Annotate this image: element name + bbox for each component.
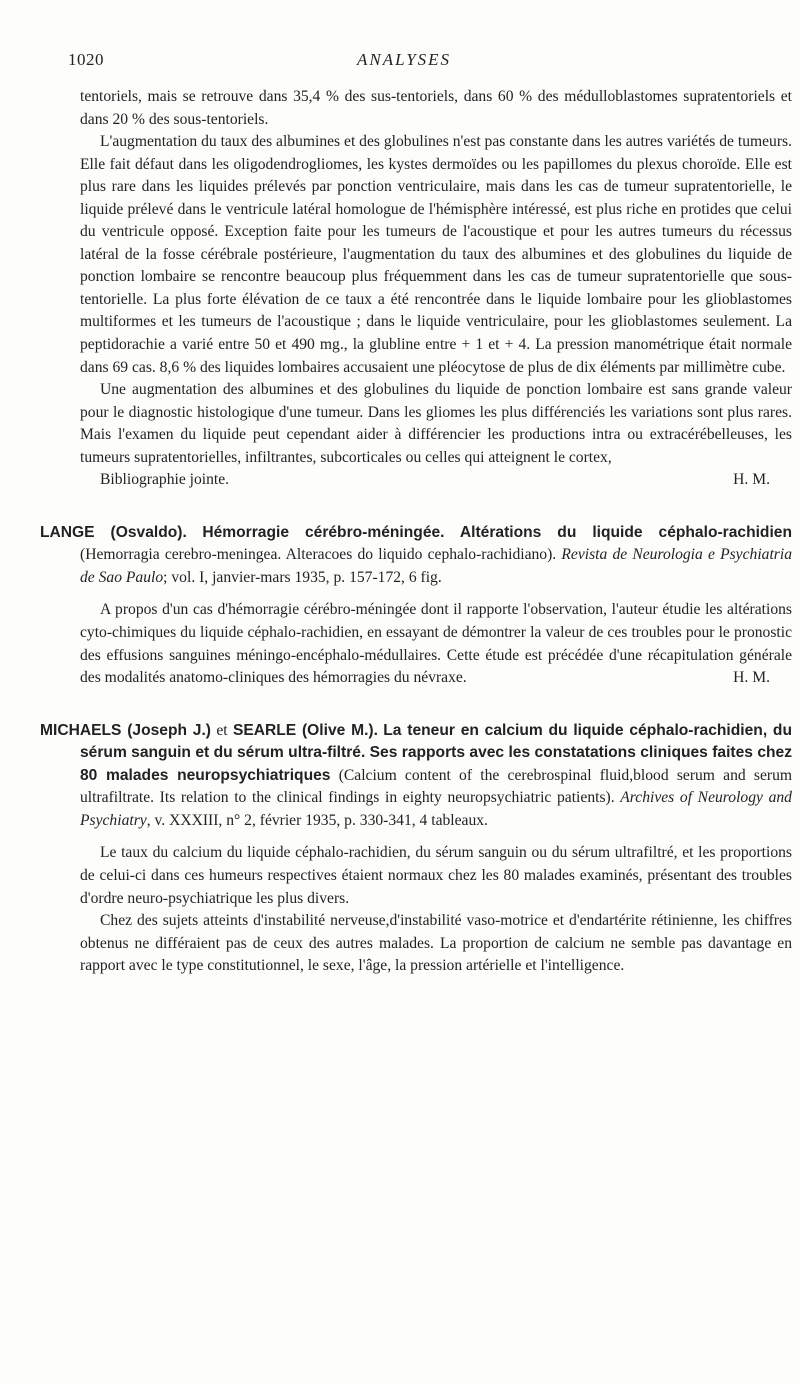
lange-title: Hémorragie cérébro-méningée. Altérations du liquide céphalo-rachidien (202, 523, 792, 541)
lange-citation: ; vol. I, janvier-mars 1935, p. 157-172, 6 fig. (163, 568, 442, 586)
michaels-abstract-paragraph-2: Chez des sujets atteints d'instabilité nerveuse,d'instabilité vaso-motrice et d'endartérite rétinienne, les chiffres obtenus ne différaient pas de ceux des autres malades. La proportion de calcium ne semble pas davantage en rapport avec le type constitutionnel, le sexe, l'âge, la pression artérielle et l'intelligence. (80, 912, 792, 975)
michaels-conjunction: et (216, 721, 228, 739)
lange-abstract-text: A propos d'un cas d'hémorragie cérébro-méningée dont il rapporte l'observation, l'auteur étudie les altérations cyto-chimiques du liquide céphalo-rachidien, en essayant de démontrer la valeur de ces troubles pour le pronostic des effusions sanguines méningo-encéphalo-médullaires. Cette étude est précédée d'une récapitulation générale des modalités anatomo-cliniques des hémorragies du névraxe. (80, 601, 792, 687)
intro-bibliography-line (80, 469, 792, 492)
lange-journal: Revista de Neurologia e Psychiatria de Sao Paulo (80, 546, 792, 586)
michaels-author-a: MICHAELS (Joseph J.) (40, 721, 211, 739)
lange-heading (40, 522, 792, 590)
michaels-citation: , v. XXXIII, n° 2, février 1935, p. 330-341, 4 tableaux. (146, 811, 488, 829)
lange-signature: H. M. (733, 669, 770, 687)
page-content (40, 86, 793, 978)
lange-translation: (Hemorragia cerebro-meningea. Alteracoes do liquido cephalo-rachidiano). (80, 546, 557, 564)
running-head: ANALYSES (356, 50, 452, 69)
page-header (68, 50, 740, 74)
lange-abstract (80, 599, 792, 689)
lange-author: LANGE (Osvaldo). (40, 523, 187, 541)
michaels-title: La teneur en calcium du liquide céphalo-rachidien, du sérum sanguin et du sérum ultra-filtré. Ses rapports avec les constatations cliniques faites chez 80 malades neuropsychiatriques (80, 721, 792, 784)
michaels-journal: Archives of Neurology and Psychiatry (80, 789, 792, 829)
intro-signature: H. M. (733, 471, 770, 489)
intro-paragraph-continued: tentoriels, mais se retrouve dans 35,4 % des sus-tentoriels, dans 60 % des médulloblastomes supratentoriels et dans 20 % des sous-tentoriels. (80, 88, 792, 128)
page-number: 1020 (68, 50, 104, 69)
intro-paragraph-diagnostic: Une augmentation des albumines et des globulines du liquide de ponction lombaire est sans grande valeur pour le diagnostic histologique d'une tumeur. Dans les gliomes les plus différenciés les variations sont plus rares. Mais l'examen du liquide peut cependant aider à différencier les productions intra ou extracérébelleuses, les tumeurs supratentorielles, infiltrantes, subcorticales ou celles qui atteignent le cortex, (80, 381, 792, 466)
bibliography-note: Bibliographie jointe. (100, 471, 230, 489)
michaels-author-b: SEARLE (Olive M.). (232, 721, 378, 739)
michaels-heading (40, 720, 793, 833)
abstract-entry-lange (40, 522, 792, 690)
abstract-entry-michaels (40, 720, 793, 978)
intro-paragraph-albumines: L'augmentation du taux des albumines et des globulines n'est pas constante dans les autres variétés de tumeurs. Elle fait défaut dans les oligodendrogliomes, les kystes dermoïdes ou les papillomes du plexus choroïde. Elle est plus rare dans les liquides prélevés par ponction ventriculaire, mais dans les cas de tumeur supratentorielle, le liquide prélevé dans le ventricule latéral homologue de l'hémisphère intéressé, est plus riche en protides que celui du ventricule opposé. Exception faite pour les tumeurs de l'acoustique et pour les autres tumeurs du récessus latéral de la fosse cérébrale postérieure, l'augmentation du taux des albumines et des globulines du liquide de ponction lombaire se rencontre beaucoup plus fréquemment dans les cas de tumeur supratentorielle que sous-tentorielle. La plus forte élévation de ce taux a été rencontrée dans le liquide lombaire pour les glioblastomes multiformes et les tumeurs de l'acoustique ; dans le liquide ventriculaire, pour les glioblastomes seulement. La peptidorachie a varié entre 50 et 490 mg., la glubline entre + 1 et + 4. La pression manométrique était normale dans 69 cas. 8,6 % des liquides lombaires accusaient une pléocytose de plus de dix éléments par millimètre cube. (80, 133, 793, 376)
michaels-translation: (Calcium content of the cerebrospinal fluid,blood serum and serum ultrafiltrate. Its relation to the clinical findings in eighty neuropsychiatric patients). (80, 766, 793, 807)
michaels-abstract-paragraph-1: Le taux du calcium du liquide céphalo-rachidien, du sérum sanguin ou du sérum ultrafiltré, et les proportions de celui-ci dans ces humeurs respectives étaient normaux chez les 80 malades examinés, présentant des troubles d'ordre neuro-psychiatrique les plus divers. (80, 844, 792, 907)
